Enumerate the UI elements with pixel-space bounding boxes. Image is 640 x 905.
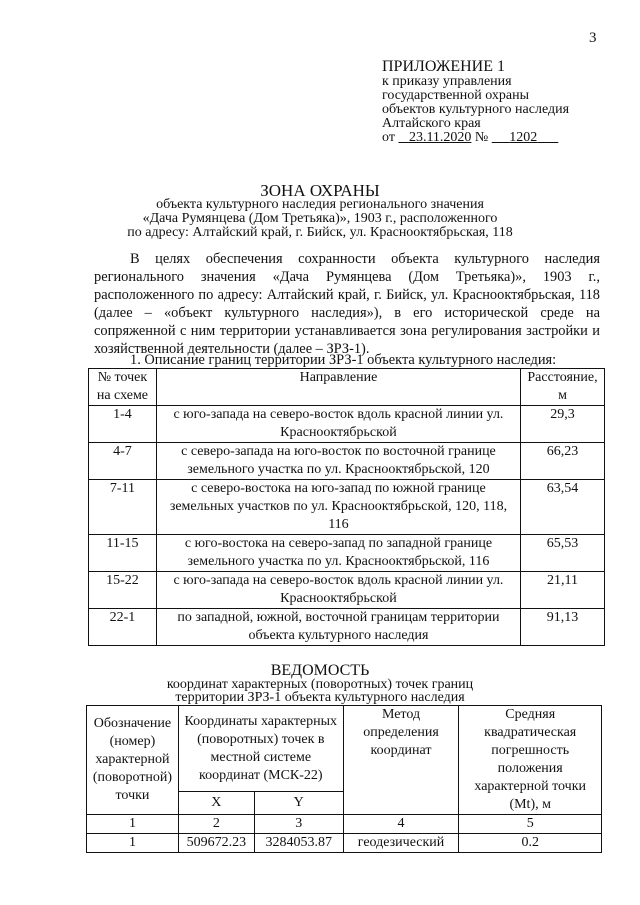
header-method: Метод определения координат bbox=[343, 706, 459, 815]
table-row bbox=[89, 572, 605, 609]
row-distance: 91,13 bbox=[521, 609, 605, 646]
row-points: 15-22 bbox=[89, 572, 157, 609]
appendix-line-2: государственной охраны bbox=[382, 88, 530, 103]
vedomost-title: ВЕДОМОСТЬ bbox=[270, 662, 370, 679]
row-direction: с юго-запада на северо-восток вдоль красной линии ул. Краснооктябрьской bbox=[156, 406, 520, 443]
table-row bbox=[87, 834, 602, 853]
row-points: 1-4 bbox=[89, 406, 157, 443]
document-title: ЗОНА ОХРАНЫ bbox=[260, 181, 380, 200]
coord-y: 3284053.87 bbox=[254, 834, 343, 853]
row-direction: по западной, южной, восточной границам территории объекта культурного наследия bbox=[156, 609, 520, 646]
appendix-date-line bbox=[382, 131, 622, 145]
row-points: 7-11 bbox=[89, 480, 157, 535]
coordinates-table bbox=[86, 705, 602, 853]
row-direction: с юго-запада на северо-восток вдоль красной линии ул. Краснооктябрьской bbox=[156, 572, 520, 609]
header-designation: Обозначение (номер) характерной (поворотной) точки bbox=[87, 706, 179, 815]
row-points: 4-7 bbox=[89, 443, 157, 480]
header-distance: Расстояние, м bbox=[521, 369, 605, 406]
vedomost-line-1: координат характерных (поворотных) точек границ bbox=[166, 677, 474, 692]
coord-x: 509672.23 bbox=[178, 834, 254, 853]
subtitle-line-3: по адресу: Алтайский край, г. Бийск, ул. Краснооктябрьская, 118 bbox=[127, 225, 513, 240]
col-num: 5 bbox=[459, 815, 602, 834]
coord-header-row bbox=[87, 706, 602, 792]
number-sign: № bbox=[474, 130, 489, 145]
subtitle-line-2: «Дача Румянцева (Дом Третьяка)», 1903 г., расположенного bbox=[142, 211, 498, 226]
row-direction: с юго-востока на северо-запад по западной границе земельного участка по ул. Краснооктябрьской, 116 bbox=[156, 535, 520, 572]
appendix-line-1: к приказу управления bbox=[382, 74, 512, 89]
page-number: 3 bbox=[589, 30, 597, 46]
row-distance: 63,54 bbox=[521, 480, 605, 535]
row-direction: с северо-запада на юго-восток по восточной границе земельного участка по ул. Краснооктябрьской, 120 bbox=[156, 443, 520, 480]
header-y: Y bbox=[254, 792, 343, 815]
appendix-heading: ПРИЛОЖЕНИЕ 1 bbox=[382, 58, 506, 75]
appendix-block bbox=[382, 58, 622, 145]
header-direction: Направление bbox=[156, 369, 520, 406]
coord-point: 1 bbox=[87, 834, 179, 853]
row-points: 22-1 bbox=[89, 609, 157, 646]
order-number: 1202 bbox=[509, 130, 538, 145]
col-num: 1 bbox=[87, 815, 179, 834]
col-num: 2 bbox=[178, 815, 254, 834]
appendix-line-3: объектов культурного наследия bbox=[382, 102, 570, 117]
table-row bbox=[89, 480, 605, 535]
coord-column-numbers bbox=[87, 815, 602, 834]
boundary-table-header bbox=[89, 369, 605, 406]
order-date: 23.11.2020 bbox=[408, 130, 472, 145]
coord-method: геодезический bbox=[343, 834, 459, 853]
intro-paragraph bbox=[94, 250, 600, 358]
header-x: X bbox=[178, 792, 254, 815]
document-subtitle bbox=[0, 198, 640, 240]
boundary-table bbox=[88, 368, 605, 646]
intro-text: В целях обеспечения сохранности объекта культурного наследия регионального значения «Дача Румянцева (Дом Третьяка)», 1903 г., расположенного по адресу: Алтайский край, г. Бийск, ул. Краснооктябрьская, 118 (далее – «объект культурного наследия»), в его исторической среде на сопряженной с ним территории устанавливается зона регулирования застройки и хозяйственной деятельности (далее – ЗРЗ-1). bbox=[94, 251, 600, 357]
row-distance: 65,53 bbox=[521, 535, 605, 572]
row-distance: 29,3 bbox=[521, 406, 605, 443]
row-distance: 21,11 bbox=[521, 572, 605, 609]
table-row bbox=[89, 609, 605, 646]
vedomost-subtitle bbox=[0, 678, 640, 704]
row-points: 11-15 bbox=[89, 535, 157, 572]
col-num: 4 bbox=[343, 815, 459, 834]
col-num: 3 bbox=[254, 815, 343, 834]
row-distance: 66,23 bbox=[521, 443, 605, 480]
table-row bbox=[89, 406, 605, 443]
row-direction: с северо-востока на юго-запад по южной границе земельных участков по ул. Краснооктябрьской, 120, 118, 116 bbox=[156, 480, 520, 535]
appendix-line-4: Алтайского края bbox=[382, 116, 481, 131]
subtitle-line-1: объекта культурного наследия регионального значения bbox=[156, 197, 484, 212]
header-error: Средняя квадратическая погрешность положения характерной точки (Mt), м bbox=[459, 706, 602, 815]
table-row bbox=[89, 535, 605, 572]
date-prefix: от bbox=[382, 130, 395, 145]
section1-caption: 1. Описание границ территории ЗРЗ-1 объекта культурного наследия: bbox=[130, 352, 557, 368]
table-row bbox=[89, 443, 605, 480]
header-coordinates: Координаты характерных (поворотных) точек в местной системе координат (МСК-22) bbox=[178, 706, 343, 792]
header-points: № точек на схеме bbox=[89, 369, 157, 406]
vedomost-line-2: территории ЗРЗ-1 объекта культурного наследия bbox=[175, 690, 465, 705]
coord-error: 0.2 bbox=[459, 834, 602, 853]
